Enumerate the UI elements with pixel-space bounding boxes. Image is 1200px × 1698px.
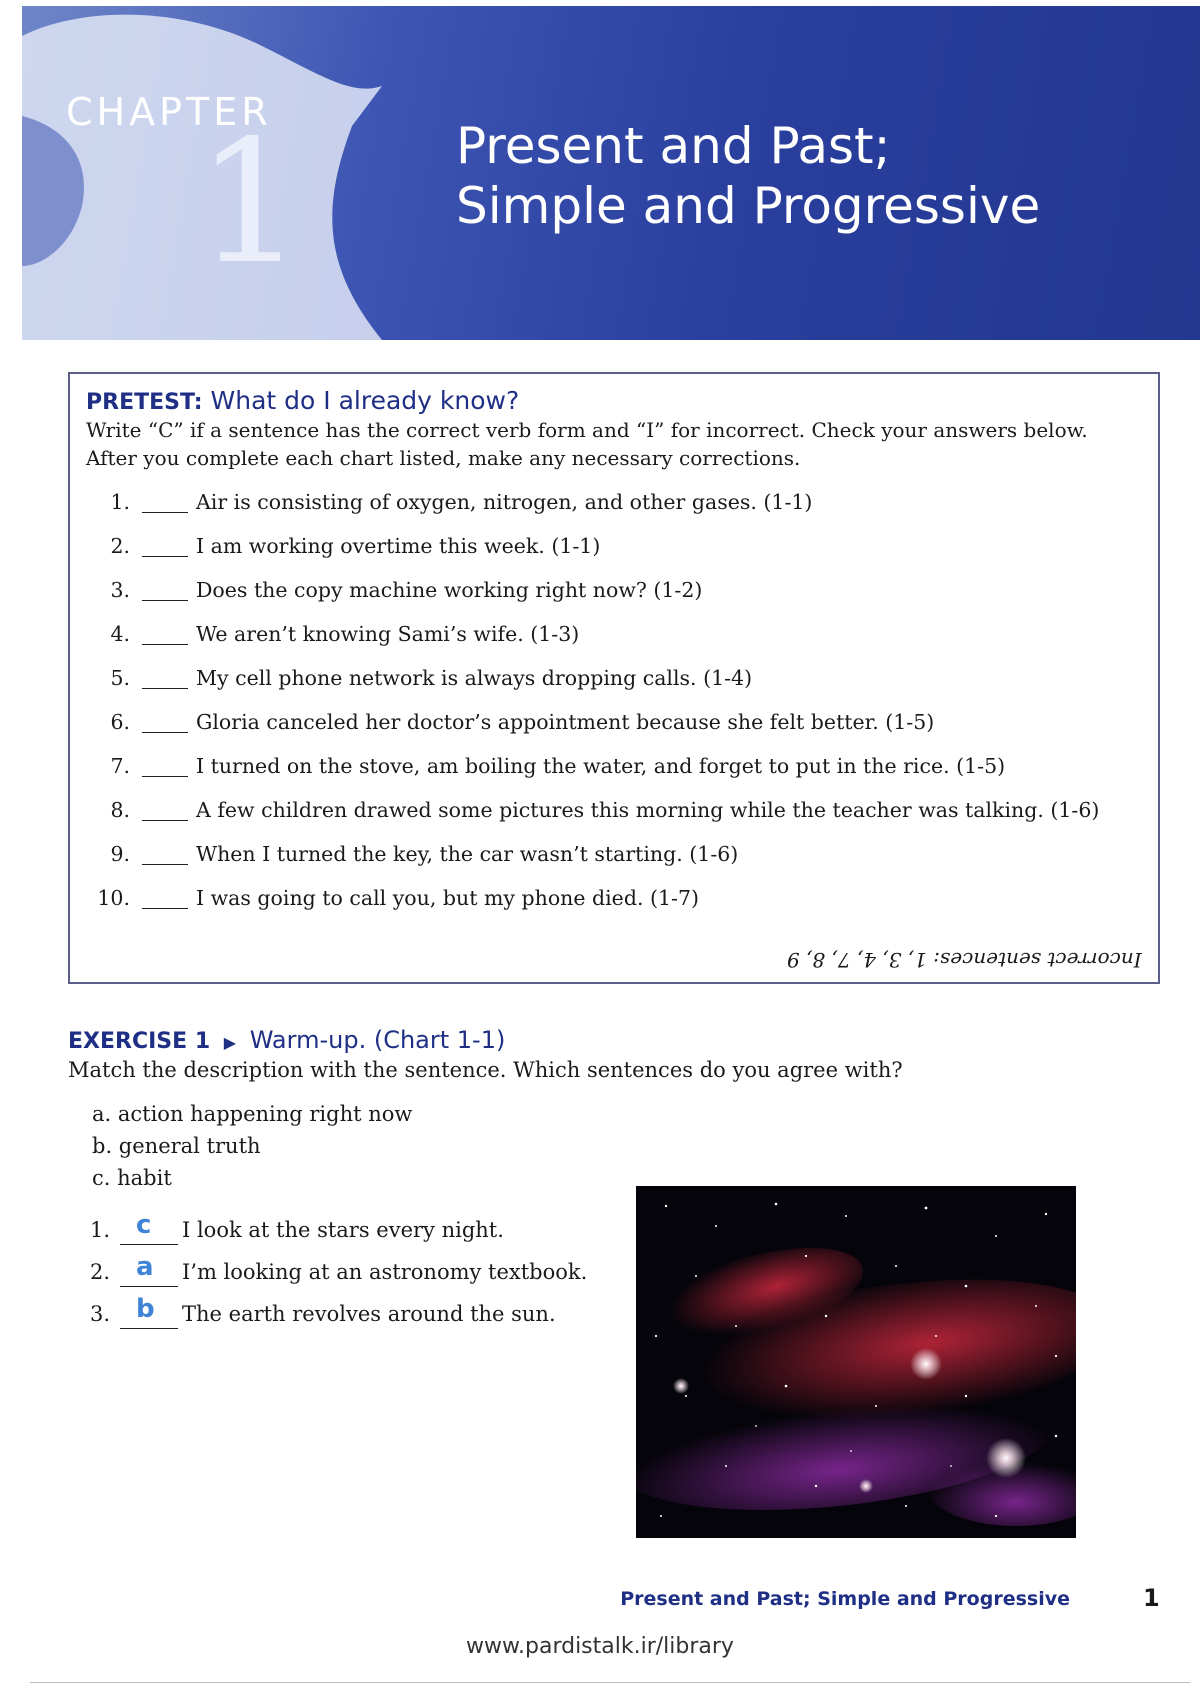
- item-number: 3.: [110, 578, 130, 602]
- pretest-answer-key: Incorrect sentences: 1, 3, 4, 7, 8, 9: [787, 948, 1142, 972]
- item-number: 6.: [110, 710, 130, 734]
- item-number: 1.: [110, 490, 130, 514]
- triangle-arrow-icon: ▶: [223, 1033, 237, 1052]
- answer-blank[interactable]: [120, 1286, 178, 1287]
- running-footer-title: Present and Past; Simple and Progressive: [620, 1588, 1070, 1610]
- bright-star: [986, 1438, 1026, 1478]
- chapter-label: CHAPTER: [66, 90, 272, 134]
- pretest-tag: PRETEST:: [86, 390, 203, 415]
- answer-blank[interactable]: [142, 732, 188, 733]
- choice-item: a. action happening right now: [92, 1102, 413, 1126]
- item-number: 4.: [110, 622, 130, 646]
- item-text: I was going to call you, but my phone died. (1-7): [196, 886, 699, 910]
- choice-item: b. general truth: [92, 1134, 261, 1158]
- bright-star: [859, 1479, 873, 1493]
- starfield-photo: [636, 1186, 1076, 1538]
- answer-blank[interactable]: [120, 1328, 178, 1329]
- handwritten-answer: a: [136, 1252, 154, 1282]
- exercise-title: Warm-up. (Chart 1-1): [249, 1026, 506, 1054]
- exercise-heading: [68, 1026, 505, 1054]
- item-text: I turned on the stove, am boiling the water, and forget to put in the rice. (1-5): [196, 754, 1006, 778]
- item-number: 9.: [110, 842, 130, 866]
- item-number: 10.: [97, 886, 130, 910]
- item-number: 2.: [110, 534, 130, 558]
- item-text: Gloria canceled her doctor’s appointment because she felt better. (1-5): [196, 710, 935, 734]
- chapter-title-line2: Simple and Progressive: [456, 177, 1041, 235]
- answer-blank[interactable]: [142, 600, 188, 601]
- answer-blank[interactable]: [142, 908, 188, 909]
- item-text: Air is consisting of oxygen, nitrogen, and other gases. (1-1): [196, 490, 813, 514]
- item-text: We aren’t knowing Sami’s wife. (1-3): [196, 622, 580, 646]
- answer-blank[interactable]: [142, 644, 188, 645]
- answer-blank[interactable]: [142, 820, 188, 821]
- pretest-heading: [86, 386, 519, 415]
- item-number: 2.: [90, 1260, 111, 1284]
- answer-blank[interactable]: [142, 556, 188, 557]
- item-text: When I turned the key, the car wasn’t starting. (1-6): [196, 842, 739, 866]
- page-number: 1: [1143, 1584, 1160, 1612]
- item-text: A few children drawed some pictures this morning while the teacher was talking. (1-6): [196, 798, 1100, 822]
- chapter-title: [456, 116, 1040, 236]
- answer-blank[interactable]: [142, 776, 188, 777]
- handwritten-answer: b: [136, 1294, 155, 1324]
- item-number: 5.: [110, 666, 130, 690]
- pretest-box: [68, 372, 1160, 984]
- answer-blank[interactable]: [142, 512, 188, 513]
- chapter-banner: [22, 6, 1200, 340]
- handwritten-answer: c: [136, 1210, 152, 1240]
- item-text: I look at the stars every night.: [182, 1218, 504, 1242]
- bright-star: [910, 1348, 942, 1380]
- answer-blank[interactable]: [142, 864, 188, 865]
- item-number: 8.: [110, 798, 130, 822]
- chapter-number: 1: [196, 104, 305, 302]
- choice-item: c. habit: [92, 1166, 172, 1190]
- pretest-instructions: Write “C” if a sentence has the correct verb form and “I” for incorrect. Check your answers below. After you complete each chart listed, make any necessary corrections.: [86, 418, 1088, 470]
- source-url: www.pardistalk.ir/library: [466, 1634, 734, 1659]
- item-number: 3.: [90, 1302, 111, 1326]
- pretest-title: What do I already know?: [210, 386, 520, 415]
- answer-blank[interactable]: [142, 688, 188, 689]
- item-text: The earth revolves around the sun.: [182, 1302, 556, 1326]
- item-text: I am working overtime this week. (1-1): [196, 534, 601, 558]
- bright-star: [673, 1378, 689, 1394]
- item-number: 1.: [90, 1218, 111, 1242]
- chapter-title-line1: Present and Past;: [456, 117, 891, 175]
- answer-blank[interactable]: [120, 1244, 178, 1245]
- item-text: My cell phone network is always dropping calls. (1-4): [196, 666, 753, 690]
- item-text: I’m looking at an astronomy textbook.: [182, 1260, 588, 1284]
- item-number: 7.: [110, 754, 130, 778]
- item-text: Does the copy machine working right now? (1-2): [196, 578, 703, 602]
- bottom-divider: [30, 1682, 1190, 1683]
- exercise-tag: EXERCISE 1: [68, 1029, 211, 1054]
- exercise-instructions: Match the description with the sentence. Which sentences do you agree with?: [68, 1058, 903, 1082]
